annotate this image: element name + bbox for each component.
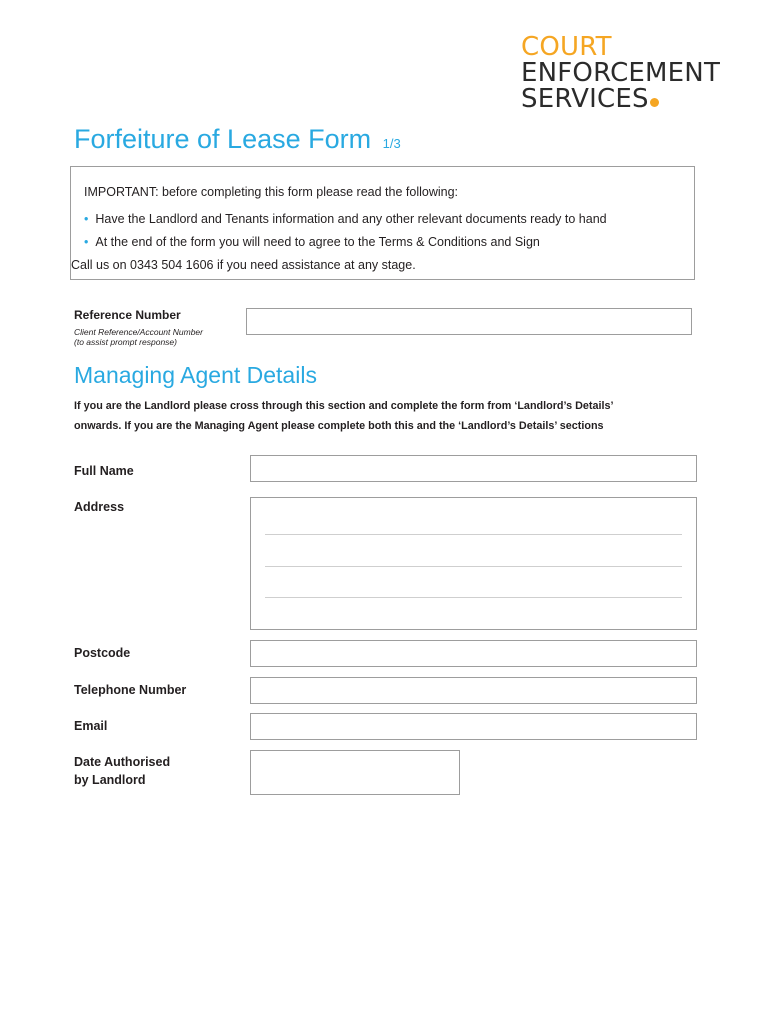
section-intro-line1: If you are the Landlord please cross through this section and complete the form from ‘Landlord’s Details’ [74, 400, 614, 412]
notice-bullet-text: At the end of the form you will need to agree to the Terms & Conditions and Sign [95, 235, 540, 249]
page-indicator: 1/3 [382, 136, 401, 151]
logo-line-court: COURT [521, 32, 612, 62]
email-field[interactable] [250, 713, 697, 740]
postcode-field[interactable] [250, 640, 697, 667]
reference-number-field[interactable] [246, 308, 692, 335]
section-intro-line2: onwards. If you are the Managing Agent please complete both this and the ‘Landlord’s Details’ sections [74, 420, 604, 432]
company-logo [521, 34, 720, 112]
address-divider [265, 534, 682, 535]
full-name-label: Full Name [74, 464, 134, 478]
bullet-icon: • [84, 235, 89, 249]
important-notice [70, 166, 695, 280]
date-authorised-line1: Date Authorised [74, 755, 171, 769]
logo-line-enforcement: ENFORCEMENT [521, 58, 721, 88]
logo-services-text: SERVICES [521, 84, 649, 114]
address-divider [265, 566, 682, 567]
form-title [74, 124, 401, 155]
address-field[interactable] [250, 497, 697, 630]
logo-dot-icon [650, 98, 659, 107]
telephone-field[interactable] [250, 677, 697, 704]
telephone-label: Telephone Number [74, 683, 187, 697]
notice-bullet [84, 212, 607, 226]
notice-heading: IMPORTANT: before completing this form please read the following: [84, 185, 459, 199]
notice-bullet-text: Have the Landlord and Tenants information and any other relevant documents ready to hand [95, 212, 607, 226]
full-name-field[interactable] [250, 455, 697, 482]
reference-sub1: Client Reference/Account Number [74, 327, 203, 337]
section-heading-managing-agent: Managing Agent Details [74, 362, 317, 388]
form-title-text: Forfeiture of Lease Form [74, 124, 372, 154]
reference-label-block [74, 306, 203, 347]
email-label: Email [74, 719, 108, 733]
date-authorised-field[interactable] [250, 750, 460, 795]
section-intro [74, 396, 714, 436]
postcode-label: Postcode [74, 646, 131, 660]
date-authorised-label [74, 753, 170, 789]
date-authorised-line2: by Landlord [74, 773, 146, 787]
reference-sub2: (to assist prompt response) [74, 337, 177, 347]
address-label: Address [74, 500, 125, 514]
bullet-icon: • [84, 212, 89, 226]
reference-number-label: Reference Number [74, 308, 181, 322]
address-divider [265, 597, 682, 598]
notice-help-text: Call us on 0343 504 1606 if you need assistance at any stage. [71, 258, 416, 272]
logo-line-services [521, 86, 720, 112]
notice-bullet [84, 235, 540, 249]
